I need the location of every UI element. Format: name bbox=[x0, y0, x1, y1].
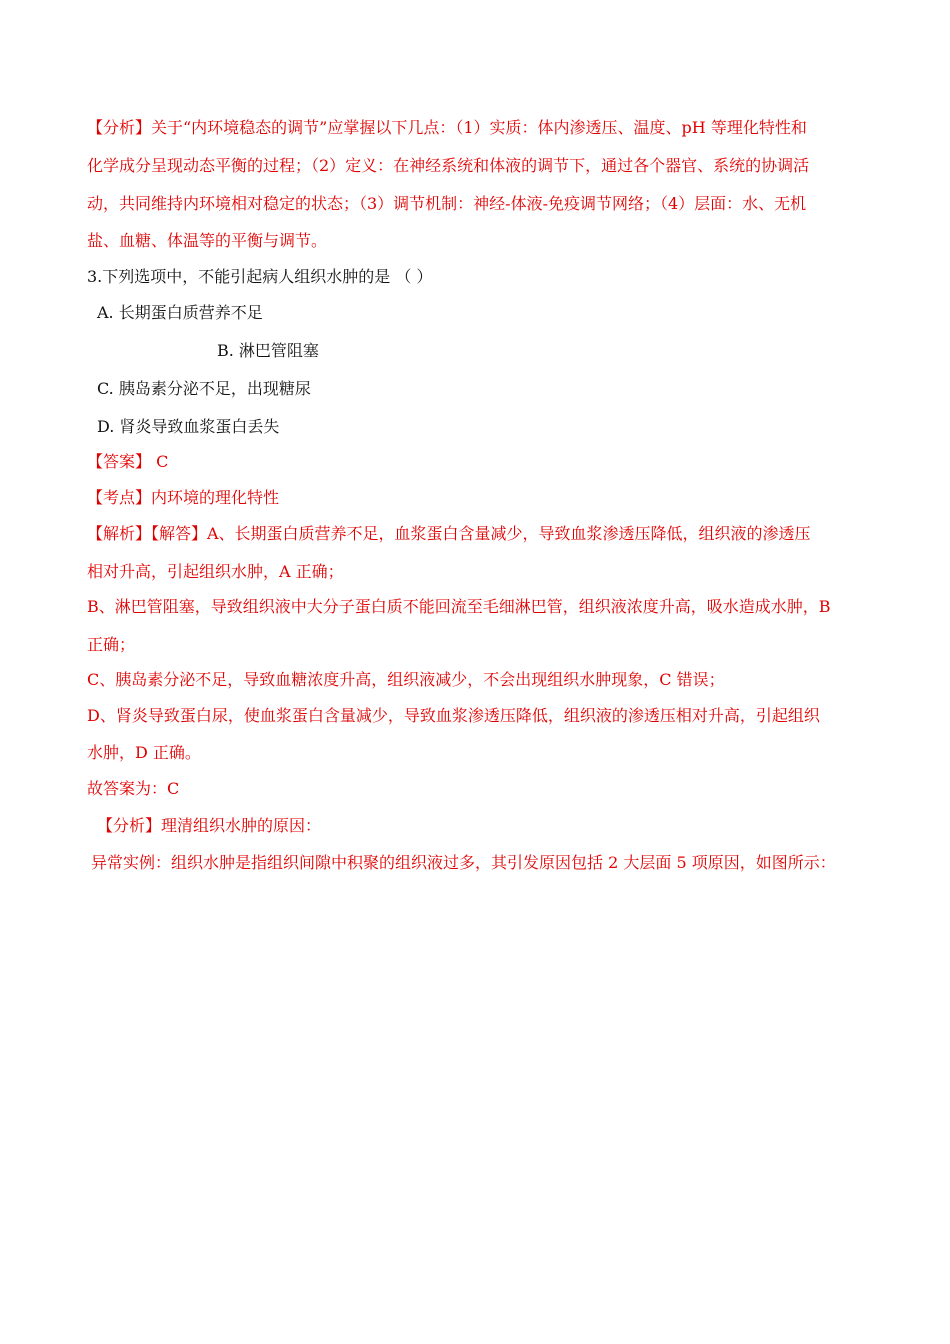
jiexi-line-2: 相对升高，引起组织水肿，A 正确； bbox=[87, 562, 344, 581]
question-stem: 3.下列选项中，不能引起病人组织水肿的是 （ ） bbox=[87, 267, 433, 286]
option-d: D. 肾炎导致血浆蛋白丢失 bbox=[97, 417, 280, 436]
jiexi-line-5: C、胰岛素分泌不足，导致血糖浓度升高，组织液减少，不会出现组织水肿现象，C 错误； bbox=[87, 670, 725, 689]
analysis-line-1: 【分析】关于“内环境稳态的调节”应掌握以下几点：（1）实质：体内渗透压、温度、pH 等理化特性和 bbox=[87, 118, 807, 137]
answer: 【答案】 C bbox=[87, 452, 169, 471]
analysis2-title: 【分析】理清组织水肿的原因： bbox=[97, 816, 322, 835]
option-a: A. 长期蛋白质营养不足 bbox=[97, 303, 263, 322]
option-b: B. 淋巴管阻塞 bbox=[217, 341, 319, 360]
jiexi-line-4: 正确； bbox=[87, 635, 136, 654]
analysis-line-3: 动，共同维持内环境相对稳定的状态；（3）调节机制：神经-体液-免疫调节网络；（4）层面：水、无机 bbox=[87, 194, 807, 213]
jiexi-line-1: 【解析】【解答】A、长期蛋白质营养不足，血浆蛋白含量减少，导致血浆渗透压降低，组织液的渗透压 bbox=[87, 524, 811, 543]
jiexi-line-7: 水肿，D 正确。 bbox=[87, 743, 201, 762]
jiexi-line-3: B、淋巴管阻塞，导致组织液中大分子蛋白质不能回流至毛细淋巴管，组织液浓度升高，吸水造成水肿，B bbox=[87, 597, 831, 616]
analysis2-body: 异常实例：组织水肿是指组织间隙中积聚的组织液过多，其引发原因包括 2 大层面 5 项原因，如图所示： bbox=[91, 853, 836, 872]
option-c: C. 胰岛素分泌不足，出现糖尿 bbox=[97, 379, 311, 398]
kaodian: 【考点】内环境的理化特性 bbox=[87, 488, 280, 507]
analysis-line-2: 化学成分呈现动态平衡的过程；（2）定义：在神经系统和体液的调节下，通过各个器官、系统的协调活 bbox=[87, 156, 810, 175]
conclusion: 故答案为：C bbox=[87, 779, 180, 798]
analysis-line-4: 盐、血糖、体温等的平衡与调节。 bbox=[87, 231, 328, 250]
jiexi-line-6: D、肾炎导致蛋白尿，使血浆蛋白含量减少，导致血浆渗透压降低，组织液的渗透压相对升高，引起组织 bbox=[87, 706, 820, 725]
